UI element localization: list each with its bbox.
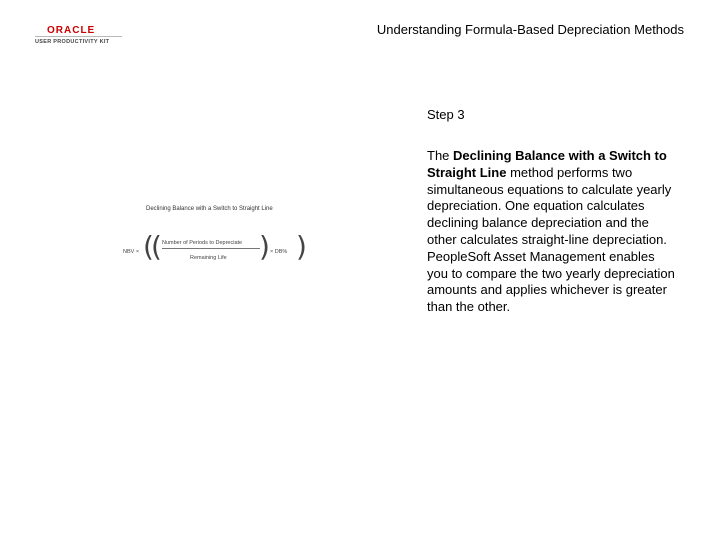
logo-subtitle: USER PRODUCTIVITY KIT <box>35 39 110 45</box>
logo-wordmark: ORACLE <box>47 25 96 36</box>
description-rest: method performs two simultaneous equations to calculate yearly depreciation. One equation calculates declining balance depreciation and the other calculates straight-line depreciation. PeopleSoft Asset Management enables you to compare the two yearly depreciation amounts and applies whichever is greater than the other. <box>427 164 675 315</box>
formula-denominator: Remaining Life <box>190 255 227 261</box>
page-title: Understanding Formula-Based Depreciation Methods <box>376 22 684 37</box>
logo-divider <box>35 36 122 37</box>
formula-image <box>120 200 310 270</box>
formula-db-factor: × DB% <box>270 249 288 255</box>
formula-nbv-term: NBV × <box>123 249 140 255</box>
outer-right-paren: ) <box>296 230 307 263</box>
oracle-upk-logo <box>35 25 123 47</box>
formula-numerator: Number of Periods to Depreciate <box>162 240 243 246</box>
method-name: Declining Balance with a Switch to Straight Line <box>427 148 667 180</box>
step-label: Step 3 <box>427 107 465 122</box>
formula-title: Declining Balance with a Switch to Straight Line <box>146 206 273 212</box>
fraction-bar <box>162 248 260 249</box>
inner-right-paren: ) <box>259 230 270 263</box>
outer-left-paren: ( <box>143 230 154 263</box>
description-paragraph <box>427 148 677 316</box>
inner-left-paren: ( <box>151 230 162 263</box>
description-intro: The <box>427 148 454 163</box>
